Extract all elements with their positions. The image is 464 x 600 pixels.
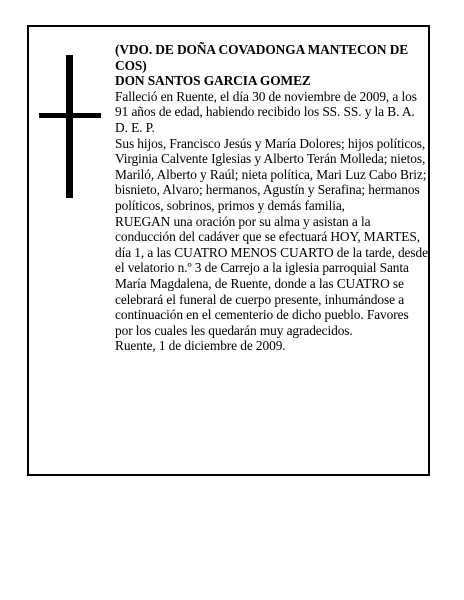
family-list: Sus hijos, Francisco Jesús y María Dolores; hijos políticos, Virginia Calvente Iglesias y Alberto Terán Molleda; nietos, Mariló, Alberto y Raúl; nieta política, Mari Luz Cabo Briz; bisnieto, Alvaro; hermanos, Agustín y Serafina; hermanos políticos, sobrinos, primos y demás familia, <box>115 135 427 213</box>
place-date: Ruente, 1 de diciembre de 2009. <box>115 338 286 354</box>
rip-line: D. E. P. <box>115 119 155 135</box>
cross-icon <box>39 55 101 198</box>
cross-vertical-bar <box>66 55 73 198</box>
funeral-request: RUEGAN una oración por su alma y asistan a la conducción del cadáver que se efectuará HOY, MARTES, día 1, a las CUATRO MENOS CUARTO de la tarde, desde el velatorio n.º 3 de Carrejo a la iglesia parroquial Santa María Magdalena, de Ruente, donde a las CUATRO se celebrará el funeral de cuerpo presente, inhumándose a continuación en el cementerio de dicho pueblo. Favores por los cuales les quedarán muy agradecidos. <box>115 213 428 338</box>
deceased-name: DON SANTOS GARCIA GOMEZ <box>115 73 311 89</box>
death-info: Falleció en Ruente, el día 30 de noviembre de 2009, a los 91 años de edad, habiendo recibido los SS. SS. y la B. A. <box>115 88 417 120</box>
obituary-notice <box>27 25 430 476</box>
notice-text <box>115 42 429 354</box>
widower-line: (VDO. DE DOÑA COVADONGA MANTECON DE COS) <box>115 42 409 73</box>
cross-horizontal-bar <box>39 113 101 118</box>
